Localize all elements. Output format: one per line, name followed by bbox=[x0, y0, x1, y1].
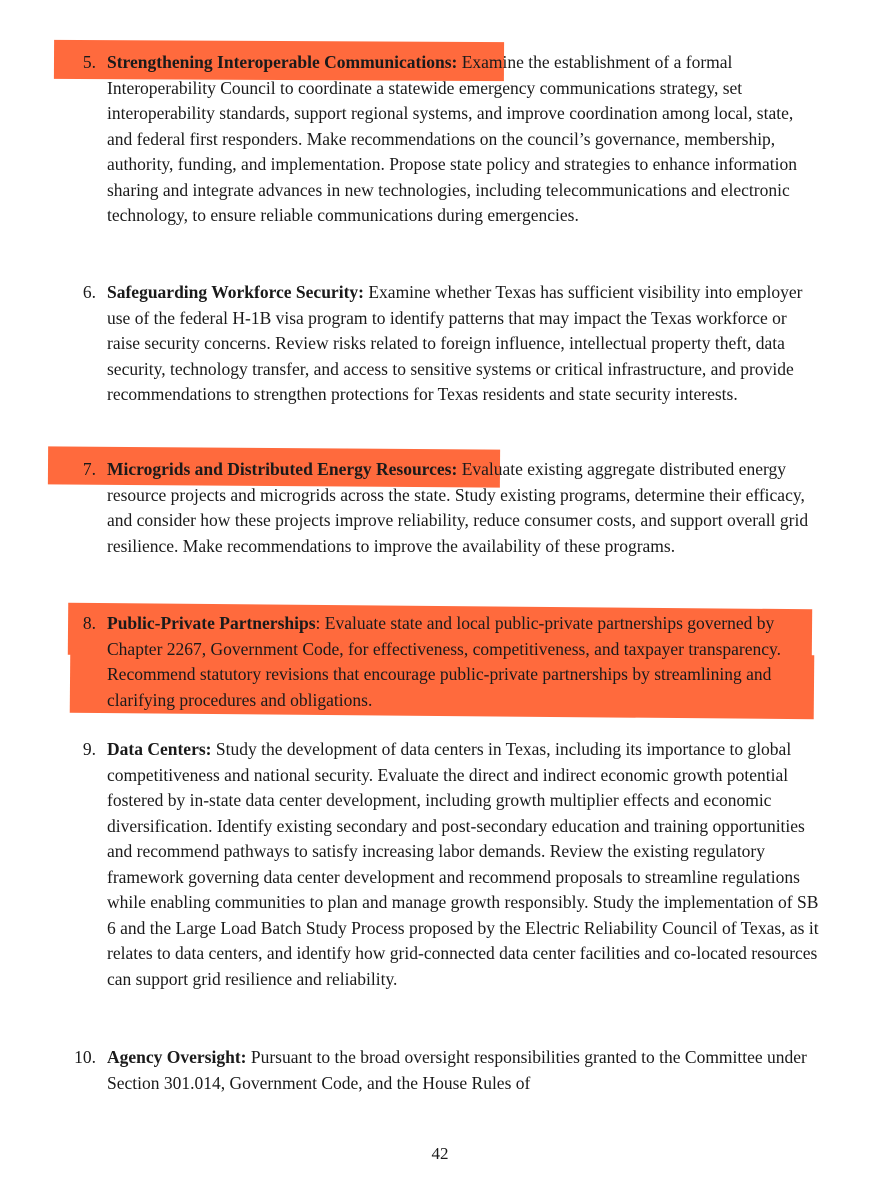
item-number: 5. bbox=[82, 52, 96, 72]
item-text: Evaluate existing aggregate distributed energy resource projects and microgrids across the state. Study existing programs, determine their efficacy, and consider how these projects improve reliability, reduce consumer costs, and support overall grid resilience. Make recommendations to improve the availability of these programs. bbox=[107, 459, 809, 556]
item-text: Examine whether Texas has sufficient visibility into employer use of the federal H-1B visa program to identify patterns that may impact the Texas workforce or raise security concerns. Review risks related to foreign influence, intellectual property theft, data security, technology transfer, and access to sensitive systems or critical infrastructure, and provide recommendations to strengthen protections for Texas residents and state security interests. bbox=[107, 282, 803, 404]
item-title: Agency Oversight: bbox=[107, 1047, 247, 1067]
item-text: : Evaluate state and local public-private partnerships governed by Chapter 2267, Government Code, for effectiveness, competitiveness, and taxpayer transparency. Recommend statutory revisions that encourage public-private partnerships by streamlining and clarifying procedures and obligations. bbox=[107, 613, 782, 710]
item-title: Public-Private Partnerships bbox=[107, 613, 316, 633]
item-title: Data Centers: bbox=[107, 739, 212, 759]
item-number: 7. bbox=[82, 459, 96, 479]
item-title: Strengthening Interoperable Communications: bbox=[107, 52, 458, 72]
item-body bbox=[107, 1045, 819, 1096]
item-title: Safeguarding Workforce Security: bbox=[107, 282, 364, 302]
item-number: 6. bbox=[82, 282, 96, 302]
page-number: 42 bbox=[431, 1144, 449, 1163]
item-number: 8. bbox=[82, 613, 96, 633]
item-text: Pursuant to the broad oversight responsibilities granted to the Committee under Section 301.014, Government Code, and the House Rules of bbox=[107, 1047, 807, 1093]
item-title: Microgrids and Distributed Energy Resources: bbox=[107, 459, 458, 479]
item-body bbox=[107, 737, 819, 992]
item-body bbox=[107, 611, 819, 713]
item-number: 10. bbox=[74, 1047, 96, 1067]
item-body bbox=[107, 50, 819, 229]
item-text: Examine the establishment of a formal Interoperability Council to coordinate a statewide emergency communications strategy, set interoperability standards, support regional systems, and improve coordination among local, state, and federal first responders. Make recommendations on the council’s governance, membership, authority, funding, and implementation. Propose state policy and strategies to enhance information sharing and integrate advances in new technologies, including telecommunications and electronic technology, to ensure reliable communications during emergencies. bbox=[107, 52, 797, 225]
item-body bbox=[107, 457, 819, 559]
item-body bbox=[107, 280, 819, 408]
item-text: Study the development of data centers in Texas, including its importance to global competitiveness and national security. Evaluate the direct and indirect economic growth potential fostered by in-state data center development, including growth multiplier effects and economic diversification. Identify existing secondary and post-secondary education and training opportunities and recommend pathways to satisfy increasing labor demands. Review the existing regulatory framework governing data center development and recommend proposals to streamline regulations while enabling communities to plan and manage growth responsibly. Study the implementation of SB 6 and the Large Load Batch Study Process proposed by the Electric Reliability Council of Texas, as it relates to data centers, and identify how grid-connected data center facilities and co-located resources can support grid resilience and reliability. bbox=[107, 739, 819, 989]
item-number: 9. bbox=[82, 739, 96, 759]
